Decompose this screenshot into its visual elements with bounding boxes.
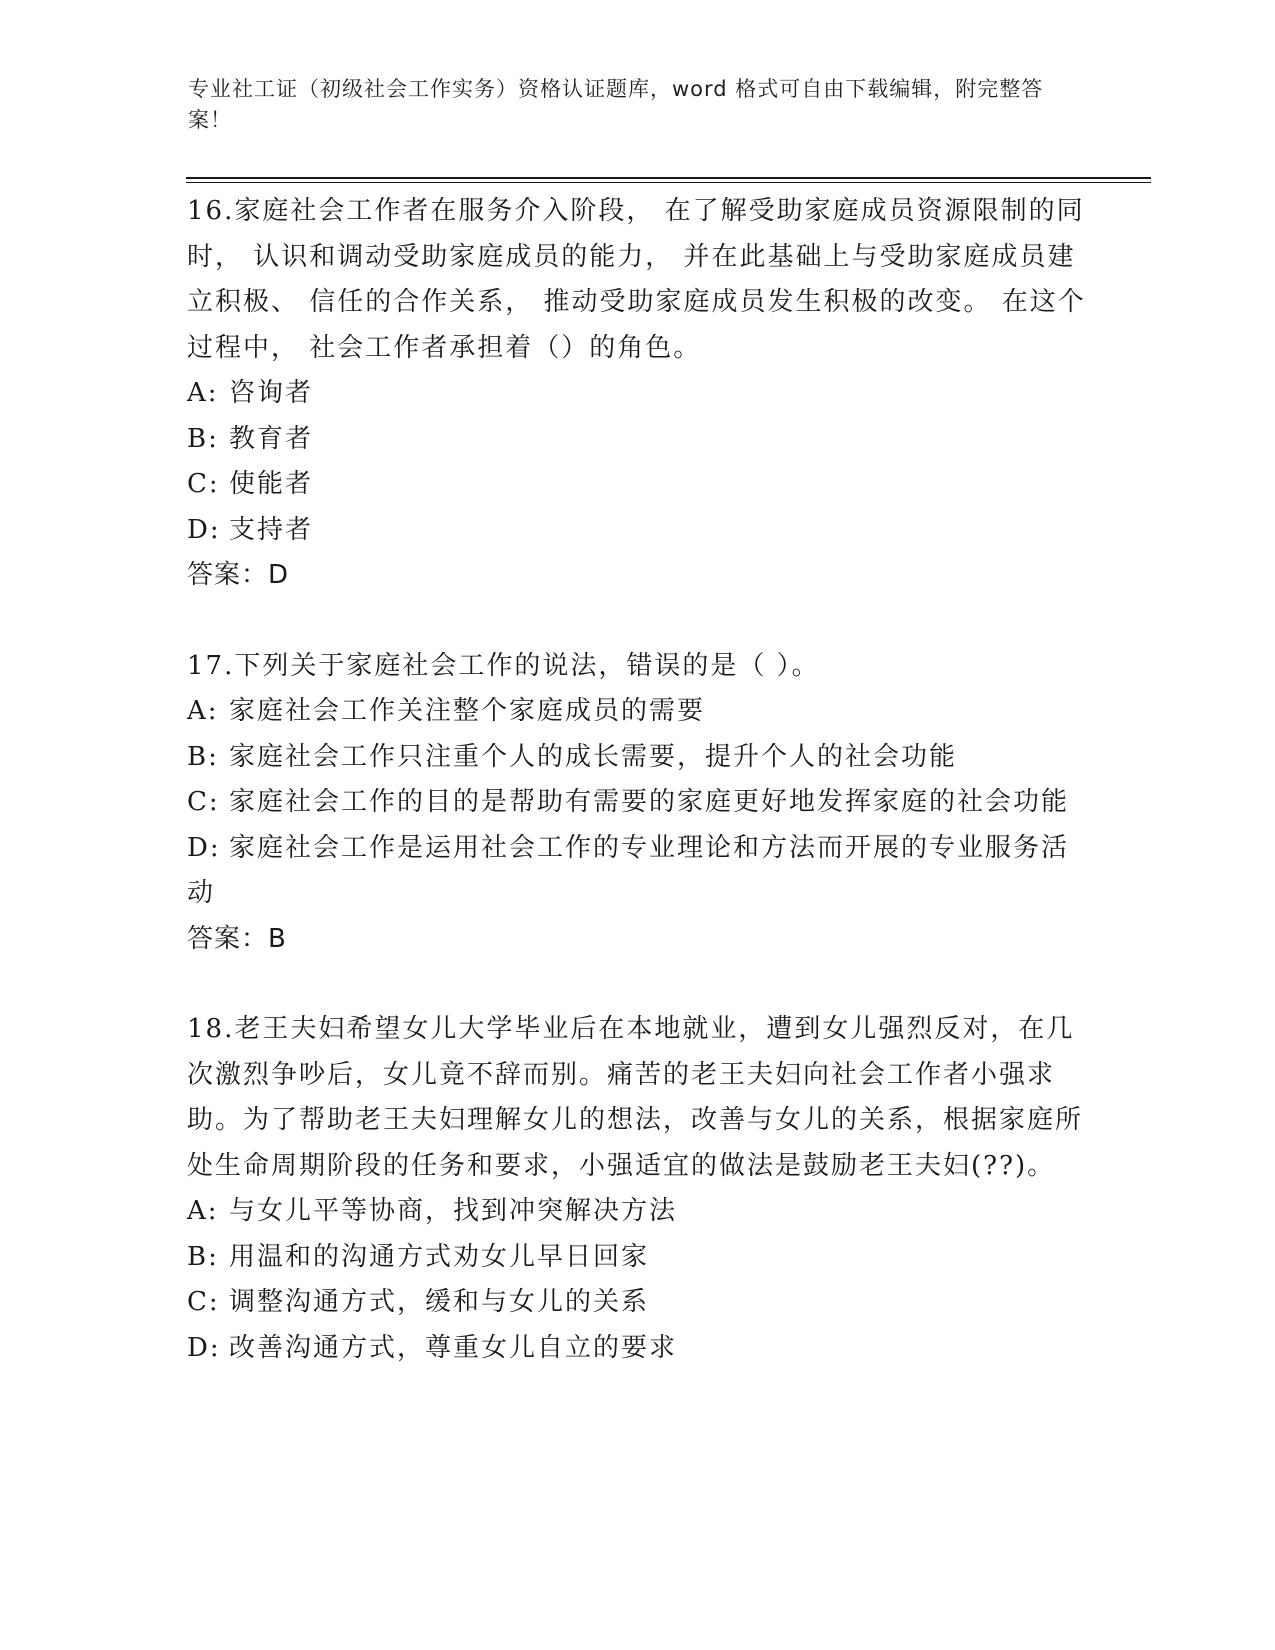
question-18	[187, 1007, 1087, 1371]
header-rule-thick	[186, 177, 1151, 179]
question-16	[187, 189, 1087, 599]
question-spacer	[187, 599, 1087, 644]
option-c	[187, 462, 1087, 508]
option-text: 教育者	[229, 423, 314, 454]
option-letter: A:	[187, 1196, 219, 1226]
option-text: 用温和的沟通方式劝女儿早日回家	[229, 1241, 650, 1272]
option-text: 与女儿平等协商，找到冲突解决方法	[229, 1196, 678, 1226]
option-text: 家庭社会工作只注重个人的成长需要，提升个人的社会功能	[229, 741, 958, 772]
question-stem: 18.老王夫妇希望女儿大学毕业后在本地就业，遭到女儿强烈反对，在几次激烈争吵后，女儿竟不辞而别。痛苦的老王夫妇向社会工作者小强求助。为了帮助老王夫妇理解女儿的想法，改善与女儿的关系，根据家庭所处生命周期阶段的任务和要求，小强适宜的做法是鼓励老王夫妇(??)。	[187, 1014, 1084, 1181]
option-c	[187, 1280, 1087, 1326]
question-17	[187, 644, 1087, 963]
option-c	[187, 780, 1087, 826]
option-a	[187, 371, 1087, 417]
option-d	[187, 826, 1087, 917]
option-letter: C:	[187, 1287, 220, 1317]
document-header	[188, 74, 1068, 136]
option-letter: A:	[187, 378, 219, 408]
question-spacer	[187, 962, 1087, 1007]
question-stem: 16.家庭社会工作者在服务介入阶段， 在了解受助家庭成员资源限制的同时， 认识和调动受助家庭成员的能力， 并在此基础上与受助家庭成员建立积极、 信任的合作关系， 推动受助家庭成员发生积极的改变。 在这个过程中， 社会工作者承担着（）的角色。	[187, 196, 1086, 363]
option-text: 使能者	[229, 469, 314, 499]
option-b	[187, 1235, 1087, 1281]
option-letter: C:	[187, 469, 220, 499]
option-a	[187, 1189, 1087, 1235]
option-text: 家庭社会工作是运用社会工作的专业理论和方法而开展的专业服务活动	[187, 832, 1070, 908]
option-a	[187, 689, 1087, 735]
option-b	[187, 417, 1087, 463]
option-text: 家庭社会工作的目的是帮助有需要的家庭更好地发挥家庭的社会功能	[229, 787, 1070, 817]
option-letter: B:	[187, 423, 219, 454]
option-d	[187, 508, 1087, 554]
option-text: 改善沟通方式，尊重女儿自立的要求	[229, 1332, 678, 1363]
option-letter: A:	[187, 696, 219, 726]
option-letter: C:	[187, 787, 220, 817]
option-letter: B:	[187, 741, 219, 772]
option-b	[187, 735, 1087, 781]
answer-line: 答案：D	[187, 560, 290, 590]
answer-line: 答案：B	[187, 923, 287, 954]
option-d	[187, 1326, 1087, 1372]
option-letter: B:	[187, 1241, 219, 1272]
option-text: 咨询者	[229, 378, 314, 408]
header-text: 专业社工证（初级社会工作实务）资格认证题库，word 格式可自由下载编辑，附完整答案！	[188, 77, 1044, 132]
option-text: 支持者	[229, 514, 314, 545]
option-text: 家庭社会工作关注整个家庭成员的需要	[229, 696, 706, 726]
option-letter: D:	[187, 1332, 221, 1363]
question-stem: 17.下列关于家庭社会工作的说法，错误的是（ ）。	[187, 650, 820, 681]
option-letter: D:	[187, 832, 221, 863]
option-letter: D:	[187, 514, 221, 545]
header-rule-thin	[186, 182, 1151, 183]
option-text: 调整沟通方式，缓和与女儿的关系	[229, 1287, 650, 1317]
question-list	[187, 189, 1087, 1371]
